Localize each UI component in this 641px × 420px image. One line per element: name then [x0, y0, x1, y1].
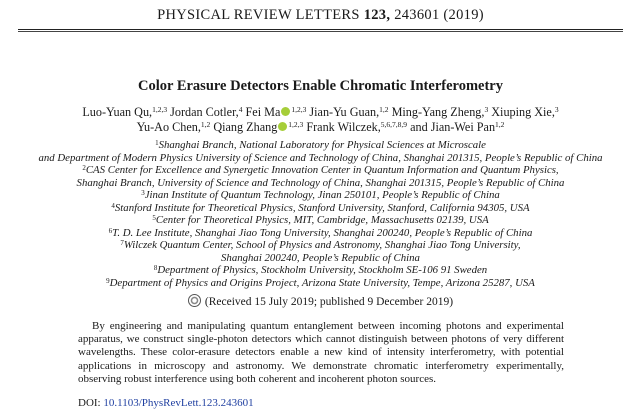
- author-name: Qiang Zhang: [213, 120, 278, 134]
- affiliation-line: [6, 202, 635, 215]
- author-affil-sup: 3: [554, 105, 559, 114]
- journal-volume: 123,: [363, 7, 391, 23]
- affiliation-text: and Department of Modern Physics University of Science and Technology of China, Shanghai 201315, People’s Republic of China: [38, 151, 603, 164]
- affiliation-sup: 2: [82, 164, 86, 172]
- author-affil-sup: 1,2: [495, 120, 505, 129]
- affiliation-sup: 4: [111, 201, 115, 210]
- affiliation-sup: 6: [108, 226, 113, 235]
- affiliation-text: Stanford Institute for Theoretical Physics, Stanford University, Stanford, California 94305, USA: [114, 201, 530, 214]
- author-affil-sup: 4: [238, 105, 243, 114]
- doi-link[interactable]: 10.1103/PhysRevLett.123.243601: [103, 397, 254, 409]
- header-rule-thin: [18, 31, 623, 32]
- author-affil-sup: 1,2,3: [291, 105, 307, 114]
- affiliation-line: [6, 152, 635, 165]
- author-name: Frank Wilczek,: [306, 120, 381, 134]
- affiliation-sup: 1: [155, 139, 159, 147]
- author-affil-sup: 1,2: [200, 120, 211, 129]
- author-name: Xiuping Xie,: [491, 105, 555, 119]
- author-affil-sup: 5,6,7,8,9: [380, 120, 408, 129]
- author-line-2: [40, 120, 601, 136]
- journal-name: PHYSICAL REVIEW LETTERS: [157, 7, 360, 23]
- affiliation-line: [6, 189, 635, 202]
- abstract: By engineering and manipulating quantum entanglement between incoming photons and experimental apparatus, we construct single-photon detectors which cannot distinguish between photons of very different wavelengths. These color-erasure detectors enable a new kind of intensity interferometry, with potential applications in microscopy and astronomy. We demonstrate chromatic interferometry experimentally, observing robust interference using both coherent and incoherent photon sources.: [78, 320, 564, 385]
- affiliation-line: [6, 252, 635, 265]
- affiliation-line: [6, 277, 635, 290]
- doi-label: DOI:: [78, 397, 101, 409]
- affiliation-sup: 9: [106, 276, 110, 285]
- affiliation-line: [6, 177, 635, 190]
- author-name: Yu-Ao Chen,: [136, 120, 201, 134]
- affiliation-text: Department of Physics, Stockholm University, Stockholm SE-106 91 Sweden: [157, 264, 488, 276]
- author-affil-sup: 3: [484, 105, 489, 114]
- affiliation-line: [6, 239, 635, 252]
- affiliation-sup: 8: [153, 264, 158, 272]
- paper-title: Color Erasure Detectors Enable Chromatic Interferometry: [138, 78, 503, 94]
- author-affil-sup: 1,2,3: [288, 120, 304, 129]
- received-line: [0, 294, 641, 308]
- doi-line: [78, 397, 254, 409]
- author-line-1: [40, 105, 601, 121]
- affiliation-line: [6, 139, 635, 152]
- affiliation-line: [6, 227, 635, 240]
- affiliation-text: Shanghai Branch, University of Science and Technology of China, Shanghai 201315, People’s Republic of China: [76, 176, 565, 189]
- orcid-icon[interactable]: [281, 107, 290, 116]
- author-name: Jordan Cotler,: [170, 105, 239, 119]
- affiliations: [6, 139, 635, 289]
- affiliation-sup: 7: [120, 239, 124, 247]
- affiliation-line: [6, 214, 635, 227]
- orcid-icon[interactable]: [278, 122, 287, 131]
- affiliation-text: T. D. Lee Institute, Shanghai Jiao Tong University, Shanghai 200240, People’s Republic of China: [112, 226, 533, 239]
- author-name: Jian-Yu Guan,: [309, 105, 380, 119]
- affiliation-text: CAS Center for Excellence and Synergetic Innovation Center in Quantum Information and Quantum Physics,: [85, 164, 559, 176]
- author-name: and Jian-Wei Pan: [410, 120, 496, 134]
- author-name: Fei Ma: [245, 105, 281, 119]
- affiliation-line: [6, 264, 635, 277]
- affiliation-sup: 5: [152, 214, 156, 222]
- affiliation-text: Shanghai 200240, People’s Republic of China: [221, 251, 420, 264]
- affiliation-text: Wilczek Quantum Center, School of Physics and Astronomy, Shanghai Jiao Tong University,: [123, 239, 521, 251]
- author-name: Ming-Yang Zheng,: [391, 105, 485, 119]
- journal-citation: 243601 (2019): [394, 7, 484, 23]
- affiliation-text: Center for Theoretical Physics, MIT, Cambridge, Massachusetts 02139, USA: [155, 214, 489, 226]
- header-rule: [18, 29, 623, 30]
- affiliation-sup: 3: [141, 189, 145, 197]
- received-dates: (Received 15 July 2019; published 9 December 2019): [204, 296, 454, 308]
- journal-header: [0, 7, 641, 24]
- affiliation-text: Department of Physics and Origins Project, Arizona State University, Tempe, Arizona 25287, USA: [109, 276, 535, 289]
- affiliation-line: [6, 164, 635, 177]
- author-name: Luo-Yuan Qu,: [82, 105, 153, 119]
- history-icon[interactable]: [188, 294, 201, 307]
- affiliation-text: Shanghai Branch, National Laboratory for Physical Sciences at Microscale: [158, 139, 486, 151]
- author-affil-sup: 1,2,3: [152, 105, 168, 114]
- affiliation-text: Jinan Institute of Quantum Technology, Jinan 250101, People’s Republic of China: [144, 189, 500, 201]
- author-affil-sup: 1,2: [379, 105, 389, 114]
